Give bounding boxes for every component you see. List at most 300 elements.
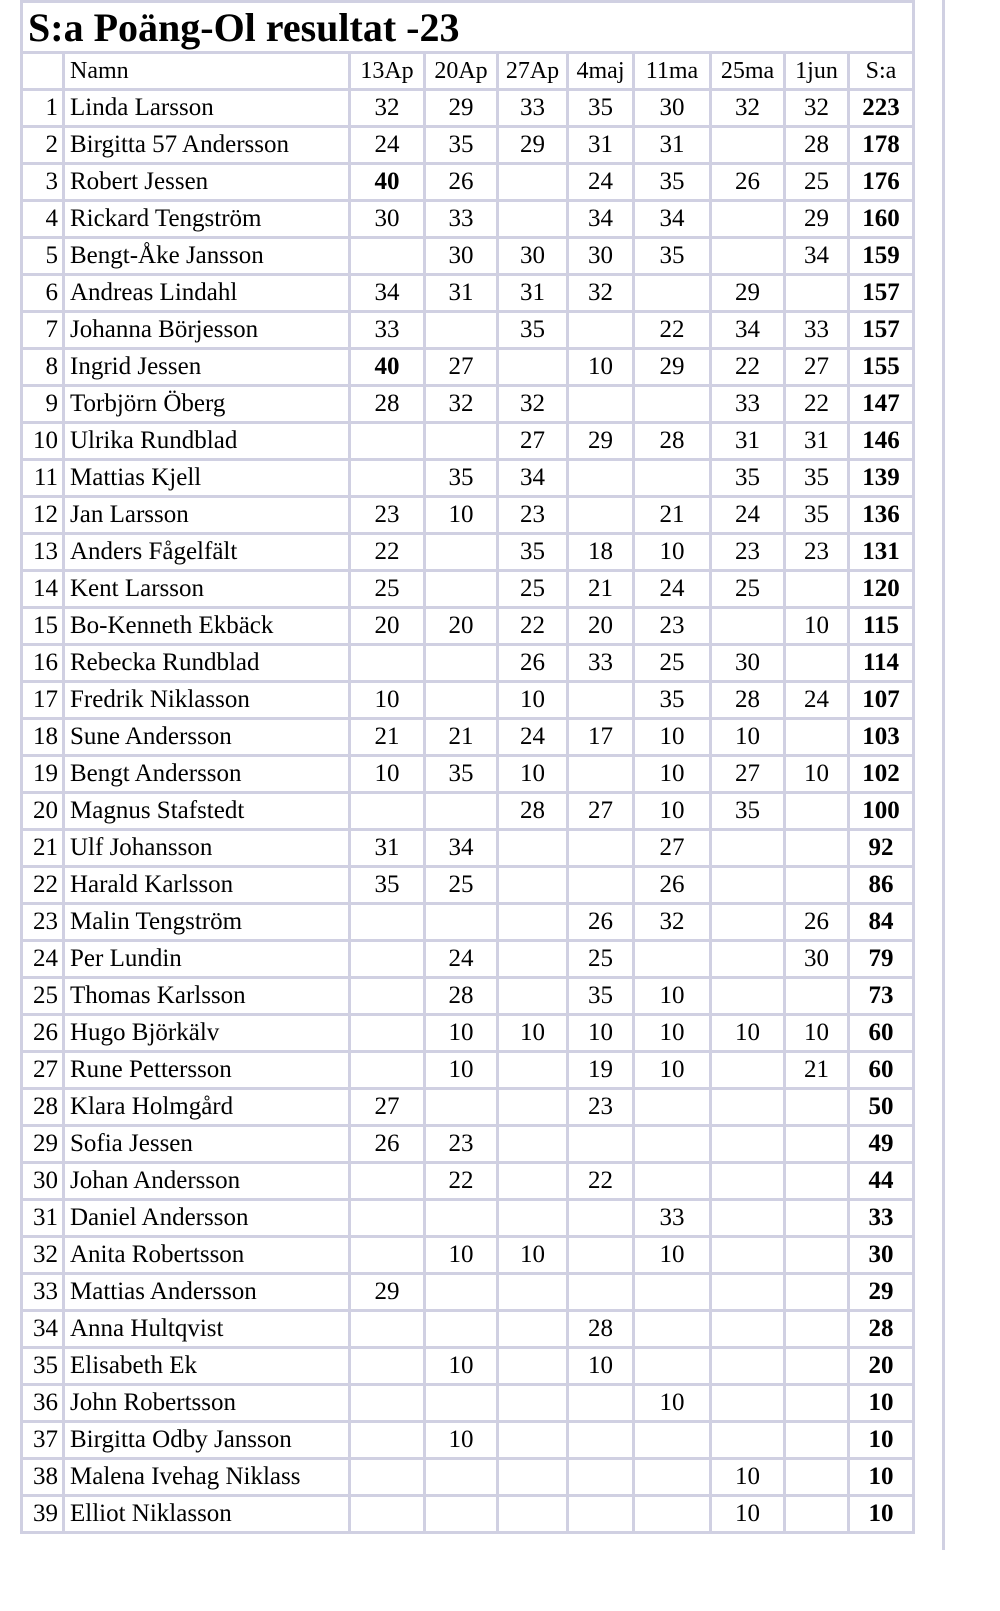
score-cell: 10 [634,978,711,1015]
name-cell: Anita Robertsson [64,1237,350,1274]
score-cell: 10 [711,1459,785,1496]
name-cell: Fredrik Niklasson [64,682,350,719]
score-cell [568,497,634,534]
name-cell: Ulf Johansson [64,830,350,867]
total-cell: 49 [849,1126,914,1163]
score-cell: 25 [425,867,498,904]
score-cell: 10 [711,719,785,756]
score-cell [785,1274,849,1311]
rank-cell: 13 [22,534,64,571]
score-cell: 27 [350,1089,425,1126]
score-cell [498,1311,568,1348]
rank-cell: 35 [22,1348,64,1385]
total-cell: 102 [849,756,914,793]
table-row [22,238,914,275]
score-cell: 10 [350,756,425,793]
table-row [22,1089,914,1126]
score-cell: 28 [498,793,568,830]
table-row [22,1052,914,1089]
score-cell: 32 [711,90,785,127]
table-row [22,1015,914,1052]
score-cell [350,1496,425,1533]
score-cell [350,1459,425,1496]
score-cell [498,349,568,386]
score-cell [498,867,568,904]
score-cell: 10 [498,756,568,793]
table-row [22,719,914,756]
score-cell: 24 [711,497,785,534]
total-cell: 103 [849,719,914,756]
score-cell: 33 [711,386,785,423]
total-cell: 131 [849,534,914,571]
header-27ap: 27Ap [498,53,568,90]
score-cell: 33 [350,312,425,349]
score-cell: 26 [568,904,634,941]
name-cell: Torbjörn Öberg [64,386,350,423]
score-cell: 33 [785,312,849,349]
score-cell: 34 [634,201,711,238]
rank-cell: 15 [22,608,64,645]
name-cell: Anna Hultqvist [64,1311,350,1348]
name-cell: Birgitta Odby Jansson [64,1422,350,1459]
header-name: Namn [64,53,350,90]
score-cell: 30 [711,645,785,682]
total-cell: 29 [849,1274,914,1311]
rank-cell: 18 [22,719,64,756]
score-cell: 35 [568,978,634,1015]
name-cell: Ingrid Jessen [64,349,350,386]
score-cell: 29 [568,423,634,460]
score-cell: 30 [498,238,568,275]
name-cell: Per Lundin [64,941,350,978]
total-cell: 120 [849,571,914,608]
score-cell [568,386,634,423]
total-cell: 136 [849,497,914,534]
score-cell: 28 [785,127,849,164]
score-cell: 24 [498,719,568,756]
score-cell [425,1200,498,1237]
score-cell: 33 [425,201,498,238]
score-cell [568,1422,634,1459]
score-cell: 34 [711,312,785,349]
score-cell [498,941,568,978]
score-cell: 27 [568,793,634,830]
page-title: S:a Poäng-Ol resultat -23 [22,2,914,53]
score-cell [785,571,849,608]
score-cell: 26 [711,164,785,201]
score-cell [425,534,498,571]
score-cell [350,1385,425,1422]
score-cell: 24 [350,127,425,164]
score-cell: 10 [568,349,634,386]
score-cell: 35 [634,238,711,275]
header-4maj: 4maj [568,53,634,90]
score-cell: 35 [568,90,634,127]
score-cell [568,830,634,867]
table-row [22,201,914,238]
table-row [22,1348,914,1385]
total-cell: 155 [849,349,914,386]
total-cell: 157 [849,275,914,312]
rank-cell: 27 [22,1052,64,1089]
score-cell [634,1459,711,1496]
score-cell [711,941,785,978]
score-cell [568,756,634,793]
table-row [22,386,914,423]
score-cell: 18 [568,534,634,571]
table-row [22,756,914,793]
score-cell: 35 [711,460,785,497]
rank-cell: 9 [22,386,64,423]
score-cell [711,867,785,904]
score-cell [785,1126,849,1163]
score-cell: 28 [568,1311,634,1348]
score-cell [425,645,498,682]
rank-cell: 31 [22,1200,64,1237]
score-cell [350,1311,425,1348]
score-cell [785,645,849,682]
rank-cell: 3 [22,164,64,201]
score-cell [498,1200,568,1237]
score-cell: 10 [425,1052,498,1089]
score-cell [568,312,634,349]
score-cell [425,423,498,460]
score-cell [785,1459,849,1496]
score-cell: 25 [568,941,634,978]
score-cell [785,719,849,756]
name-cell: Bengt-Åke Jansson [64,238,350,275]
title-row [22,2,914,53]
name-cell: Linda Larsson [64,90,350,127]
score-cell [785,1496,849,1533]
total-cell: 223 [849,90,914,127]
score-cell: 30 [634,90,711,127]
total-cell: 114 [849,645,914,682]
score-cell: 28 [711,682,785,719]
rank-cell: 10 [22,423,64,460]
score-cell: 31 [711,423,785,460]
table-row [22,867,914,904]
score-cell: 29 [634,349,711,386]
score-cell: 40 [350,349,425,386]
score-cell [711,1385,785,1422]
score-cell [425,682,498,719]
score-cell: 10 [350,682,425,719]
score-cell [350,1348,425,1385]
rank-cell: 11 [22,460,64,497]
rank-cell: 17 [22,682,64,719]
score-cell [498,1385,568,1422]
total-cell: 73 [849,978,914,1015]
score-cell [785,1311,849,1348]
score-cell: 10 [425,1237,498,1274]
rank-cell: 12 [22,497,64,534]
score-cell [498,1496,568,1533]
score-cell: 24 [634,571,711,608]
header-13ap: 13Ap [350,53,425,90]
name-cell: Elisabeth Ek [64,1348,350,1385]
score-cell: 21 [425,719,498,756]
score-cell: 35 [498,534,568,571]
score-cell: 22 [350,534,425,571]
name-cell: Kent Larsson [64,571,350,608]
score-cell: 10 [711,1496,785,1533]
score-cell: 25 [785,164,849,201]
score-cell [350,645,425,682]
score-cell: 10 [785,756,849,793]
rank-cell: 32 [22,1237,64,1274]
score-cell [634,1274,711,1311]
score-cell: 10 [634,534,711,571]
table-row [22,608,914,645]
score-cell: 10 [634,1237,711,1274]
rank-cell: 25 [22,978,64,1015]
score-cell [498,1052,568,1089]
score-cell: 22 [498,608,568,645]
name-cell: Johan Andersson [64,1163,350,1200]
table-row [22,423,914,460]
score-cell: 29 [498,127,568,164]
score-cell [634,1496,711,1533]
score-cell [785,1422,849,1459]
score-cell: 20 [568,608,634,645]
score-cell: 35 [425,127,498,164]
rank-cell: 37 [22,1422,64,1459]
score-cell [568,1459,634,1496]
total-cell: 178 [849,127,914,164]
score-cell [711,1126,785,1163]
score-cell [498,1163,568,1200]
table-row [22,349,914,386]
score-cell: 24 [425,941,498,978]
table-row [22,1311,914,1348]
total-cell: 159 [849,238,914,275]
score-cell: 29 [711,275,785,312]
score-cell [634,1163,711,1200]
score-cell [350,941,425,978]
score-cell: 10 [634,1385,711,1422]
score-cell: 22 [425,1163,498,1200]
rank-cell: 19 [22,756,64,793]
name-cell: Malin Tengström [64,904,350,941]
rank-cell: 34 [22,1311,64,1348]
name-cell: Rickard Tengström [64,201,350,238]
rank-cell: 28 [22,1089,64,1126]
table-row [22,941,914,978]
score-cell: 31 [425,275,498,312]
name-cell: Anders Fågelfält [64,534,350,571]
score-cell [350,238,425,275]
score-cell: 10 [785,608,849,645]
score-cell: 21 [634,497,711,534]
total-cell: 44 [849,1163,914,1200]
table-row [22,1496,914,1533]
score-cell: 27 [425,349,498,386]
score-cell: 31 [498,275,568,312]
score-cell: 10 [425,497,498,534]
name-cell: Harald Karlsson [64,867,350,904]
score-cell: 31 [785,423,849,460]
rank-cell: 30 [22,1163,64,1200]
score-cell: 10 [634,756,711,793]
rank-cell: 2 [22,127,64,164]
total-cell: 107 [849,682,914,719]
table-row [22,1422,914,1459]
rank-cell: 1 [22,90,64,127]
score-cell [498,978,568,1015]
score-cell: 10 [634,793,711,830]
name-cell: Bo-Kenneth Ekbäck [64,608,350,645]
sheet-right-border [942,0,945,1550]
score-cell: 30 [568,238,634,275]
total-cell: 100 [849,793,914,830]
score-cell: 10 [785,1015,849,1052]
name-cell: Bengt Andersson [64,756,350,793]
name-cell: Magnus Stafstedt [64,793,350,830]
score-cell: 25 [711,571,785,608]
header-total: S:a [849,53,914,90]
score-cell: 10 [568,1015,634,1052]
score-cell: 31 [350,830,425,867]
score-cell: 29 [785,201,849,238]
total-cell: 20 [849,1348,914,1385]
rank-cell: 24 [22,941,64,978]
score-cell: 35 [785,460,849,497]
score-cell: 26 [350,1126,425,1163]
score-cell: 23 [785,534,849,571]
score-cell [711,1348,785,1385]
score-cell [425,1089,498,1126]
total-cell: 10 [849,1496,914,1533]
score-cell [568,1385,634,1422]
total-cell: 33 [849,1200,914,1237]
rank-cell: 29 [22,1126,64,1163]
score-cell: 31 [568,127,634,164]
score-cell [785,793,849,830]
score-cell: 35 [425,756,498,793]
score-cell [785,275,849,312]
score-cell: 34 [498,460,568,497]
score-cell [350,1237,425,1274]
score-cell: 28 [350,386,425,423]
rank-cell: 38 [22,1459,64,1496]
rank-cell: 20 [22,793,64,830]
score-cell: 35 [350,867,425,904]
name-cell: Klara Holmgård [64,1089,350,1126]
score-cell [785,978,849,1015]
score-cell [785,830,849,867]
score-cell [498,830,568,867]
score-cell [425,571,498,608]
name-cell: Malena Ivehag Niklass [64,1459,350,1496]
score-cell [498,1459,568,1496]
header-20ap: 20Ap [425,53,498,90]
score-cell [350,1163,425,1200]
score-cell: 34 [350,275,425,312]
score-cell [711,978,785,1015]
score-cell: 10 [425,1015,498,1052]
name-cell: Robert Jessen [64,164,350,201]
score-cell [498,1422,568,1459]
table-row [22,1459,914,1496]
score-cell: 32 [785,90,849,127]
score-cell: 22 [568,1163,634,1200]
name-cell: Elliot Niklasson [64,1496,350,1533]
results-sheet [20,0,915,1534]
total-cell: 50 [849,1089,914,1126]
score-cell [425,1496,498,1533]
header-rank [22,53,64,90]
header-11ma: 11ma [634,53,711,90]
table-row [22,1274,914,1311]
score-cell [350,978,425,1015]
header-row [22,53,914,90]
score-cell [425,1459,498,1496]
score-cell: 20 [425,608,498,645]
score-cell: 34 [425,830,498,867]
score-cell [711,1274,785,1311]
score-cell [634,1089,711,1126]
score-cell [634,1348,711,1385]
total-cell: 115 [849,608,914,645]
name-cell: Daniel Andersson [64,1200,350,1237]
score-cell: 35 [711,793,785,830]
score-cell [498,1274,568,1311]
name-cell: Rune Pettersson [64,1052,350,1089]
name-cell: John Robertsson [64,1385,350,1422]
score-cell [350,423,425,460]
score-cell [785,1200,849,1237]
results-table [20,0,915,1534]
score-cell [568,1496,634,1533]
rank-cell: 22 [22,867,64,904]
score-cell: 20 [350,608,425,645]
score-cell: 19 [568,1052,634,1089]
score-cell [711,127,785,164]
name-cell: Birgitta 57 Andersson [64,127,350,164]
score-cell: 10 [634,1015,711,1052]
table-row [22,1126,914,1163]
score-cell: 17 [568,719,634,756]
score-cell: 34 [568,201,634,238]
score-cell [785,1163,849,1200]
score-cell [785,1348,849,1385]
rank-cell: 6 [22,275,64,312]
total-cell: 139 [849,460,914,497]
score-cell: 28 [634,423,711,460]
score-cell: 10 [634,1052,711,1089]
score-cell: 29 [350,1274,425,1311]
score-cell: 23 [498,497,568,534]
score-cell [350,1200,425,1237]
table-row [22,793,914,830]
score-cell [634,1422,711,1459]
total-cell: 60 [849,1015,914,1052]
score-cell: 27 [711,756,785,793]
score-cell: 23 [634,608,711,645]
score-cell [568,867,634,904]
score-cell: 26 [425,164,498,201]
score-cell: 25 [634,645,711,682]
rank-cell: 8 [22,349,64,386]
score-cell [711,1311,785,1348]
score-cell: 35 [634,164,711,201]
rank-cell: 33 [22,1274,64,1311]
score-cell [634,460,711,497]
score-cell [711,201,785,238]
total-cell: 30 [849,1237,914,1274]
score-cell [711,1163,785,1200]
